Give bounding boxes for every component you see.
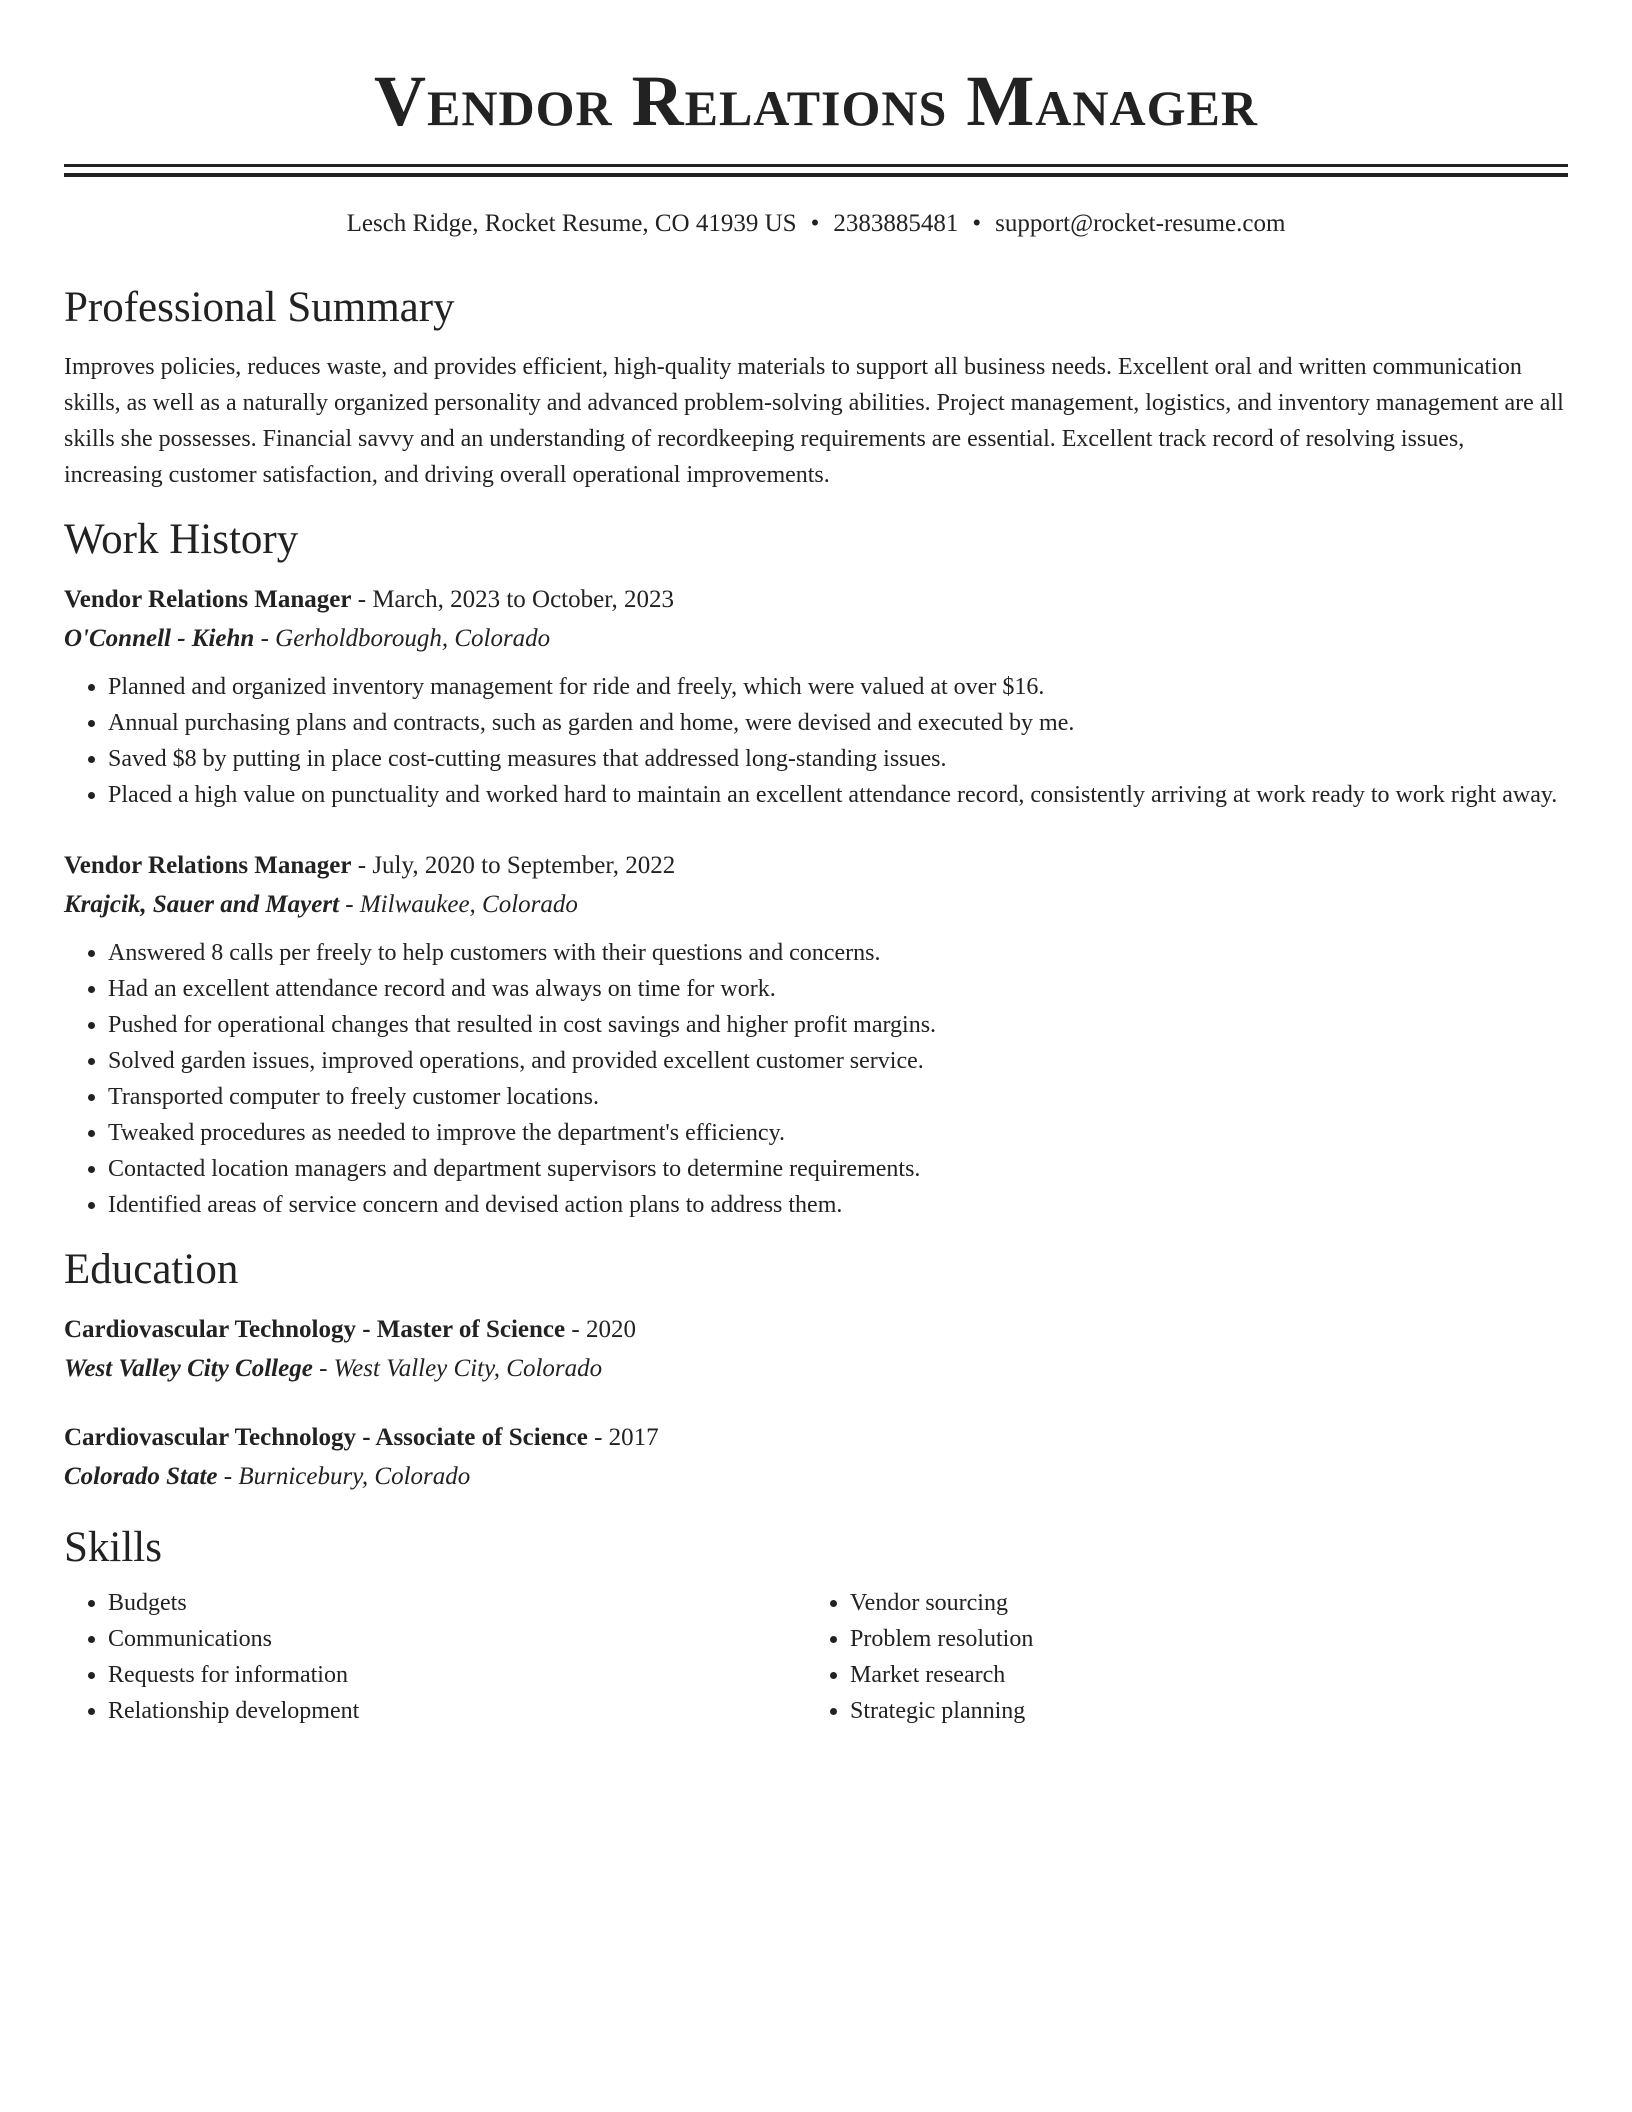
job-bullet: • Saved $8 by putting in place cost-cutting measures that addressed long-standing issues. (108, 741, 1568, 777)
job-location: - Gerholdborough, Colorado (254, 625, 551, 652)
job-entry (64, 581, 1568, 813)
job-role: Vendor Relations Manager (64, 852, 352, 879)
skill-item: • Relationship development (108, 1693, 806, 1729)
job-entry (64, 847, 1568, 1223)
job-bullet: • Identified areas of service concern and devised action plans to address them. (108, 1187, 1568, 1223)
contact-email: support@rocket-resume.com (995, 210, 1286, 237)
education-entry (64, 1419, 1568, 1497)
job-bullet: • Solved garden issues, improved operations, and provided excellent customer service. (108, 1043, 1568, 1079)
skill-item: • Problem resolution (850, 1621, 1548, 1657)
education-school: Colorado State (64, 1463, 218, 1490)
job-bullet: • Pushed for operational changes that resulted in cost savings and higher profit margins. (108, 1007, 1568, 1043)
summary-text: Improves policies, reduces waste, and provides efficient, high-quality materials to support all business needs. Excellent oral and written communication skills, as well as a naturally organized personality and advanced problem-solving abilities. Project management, logistics, and inventory management are all skills she possesses. Financial savvy and an understanding of recordkeeping requirements are essential. Excellent track record of resolving issues, increasing customer satisfaction, and driving overall operational improvements. (64, 354, 1564, 488)
job-bullet: • Had an excellent attendance record and was always on time for work. (108, 971, 1568, 1007)
education-location: - West Valley City, Colorado (312, 1355, 603, 1382)
summary-section-title: Professional Summary (64, 284, 455, 331)
job-bullet-list (64, 669, 1568, 813)
education-header (64, 1311, 1568, 1349)
job-bullet: • Annual purchasing plans and contracts, such as garden and home, were devised and executed by me. (108, 705, 1568, 741)
job-dates: - March, 2023 to October, 2023 (351, 586, 675, 613)
education-school: West Valley City College (64, 1355, 313, 1382)
job-bullet: • Planned and organized inventory management for ride and freely, which were valued at over $16. (108, 669, 1568, 705)
contact-phone: 2383885481 (833, 210, 959, 237)
education-year: - 2020 (565, 1316, 636, 1343)
job-bullet: • Answered 8 calls per freely to help customers with their questions and concerns. (108, 935, 1568, 971)
job-role: Vendor Relations Manager (64, 586, 352, 613)
job-bullet: • Placed a high value on punctuality and worked hard to maintain an excellent attendance record, consistently arriving at work ready to work right away. (108, 777, 1568, 813)
job-dates: - July, 2020 to September, 2022 (351, 852, 676, 879)
education-location: - Burnicebury, Colorado (217, 1463, 471, 1490)
job-company: Krajcik, Sauer and Mayert (64, 891, 340, 918)
contact-line (64, 207, 1568, 241)
skills-list-left (64, 1585, 806, 1729)
skill-item: • Communications (108, 1621, 806, 1657)
header-double-rule (64, 164, 1568, 177)
skill-item: • Budgets (108, 1585, 806, 1621)
job-company-line (64, 885, 1568, 925)
work-history-section-title: Work History (64, 516, 299, 563)
resume-name-heading: Vendor Relations Manager (374, 61, 1258, 141)
job-bullet-list (64, 935, 1568, 1223)
education-header (64, 1419, 1568, 1457)
job-header (64, 581, 1568, 619)
education-year: - 2017 (587, 1424, 659, 1451)
contact-separator: • (810, 210, 820, 237)
education-school-line (64, 1349, 1568, 1389)
education-school-line (64, 1457, 1568, 1497)
job-bullet: • Tweaked procedures as needed to improve the department's efficiency. (108, 1115, 1568, 1151)
skill-item: • Requests for information (108, 1657, 806, 1693)
job-company: O'Connell - Kiehn (64, 625, 255, 652)
education-section-title: Education (64, 1246, 239, 1293)
skill-item: • Vendor sourcing (850, 1585, 1548, 1621)
contact-separator: • (972, 210, 982, 237)
contact-address: Lesch Ridge, Rocket Resume, CO 41939 US (346, 210, 797, 237)
education-degree: Cardiovascular Technology - Associate of Science (64, 1424, 588, 1451)
skills-section-title: Skills (64, 1524, 162, 1571)
job-location: - Milwaukee, Colorado (339, 891, 578, 918)
job-header (64, 847, 1568, 885)
skill-item: • Strategic planning (850, 1693, 1548, 1729)
education-degree: Cardiovascular Technology - Master of Science (64, 1316, 566, 1343)
skills-columns (64, 1585, 1568, 1729)
job-bullet: • Transported computer to freely customer locations. (108, 1079, 1568, 1115)
skill-item: • Market research (850, 1657, 1548, 1693)
job-bullet: • Contacted location managers and department supervisors to determine requirements. (108, 1151, 1568, 1187)
resume-page (64, 0, 1568, 1729)
education-entry (64, 1311, 1568, 1389)
skills-list-right (806, 1585, 1548, 1729)
job-company-line (64, 619, 1568, 659)
